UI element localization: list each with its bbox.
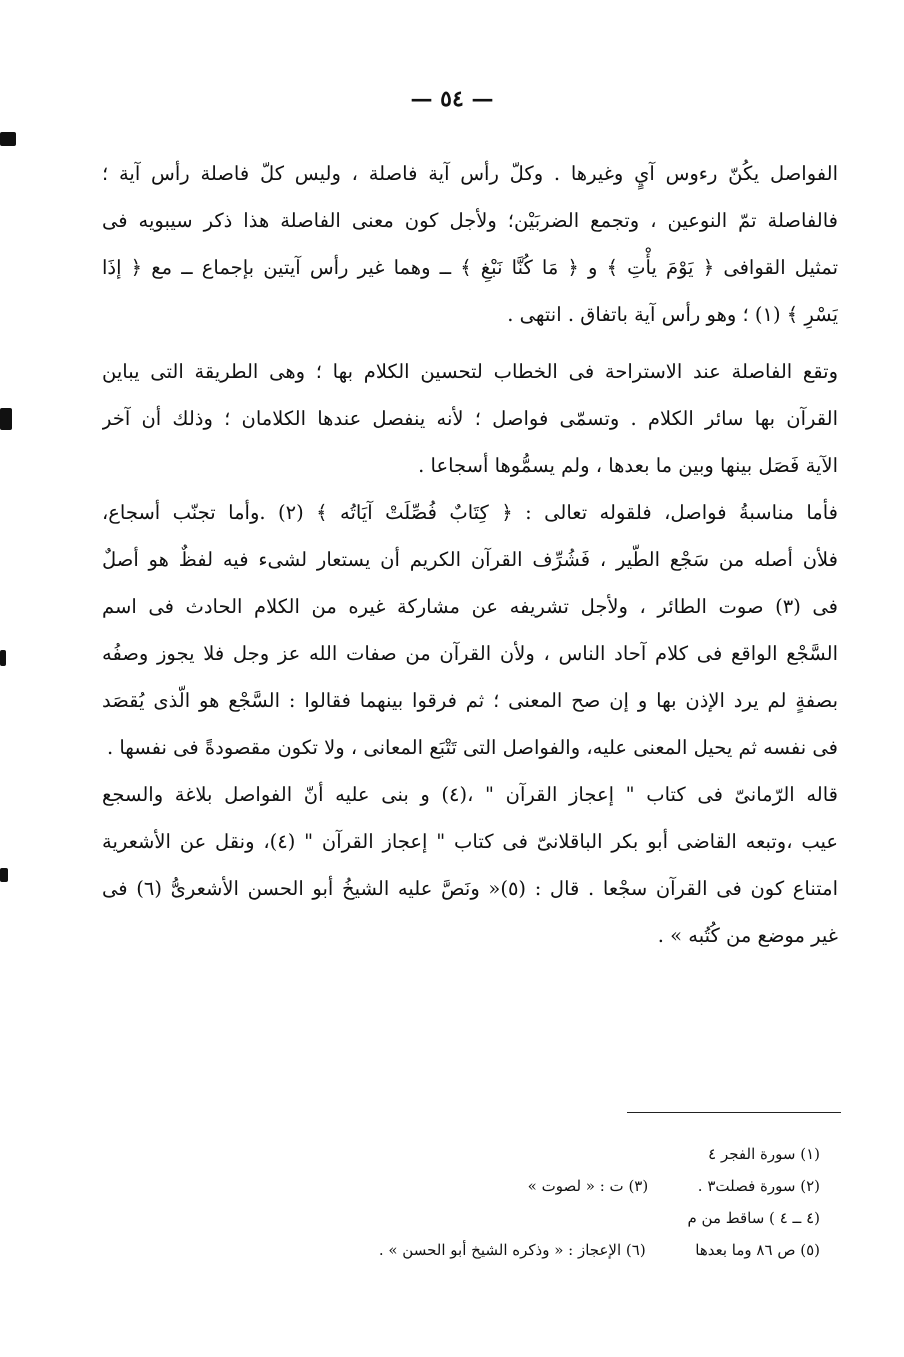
text-line: القرآن بها سائر الكلام . وتسمّى فواصل ؛ لأنه ينفصل عندها الكلامان ؛ وذلك أن آخر xyxy=(102,407,838,430)
footnote-6: (٦) الإعجاز : « وذكره الشيخ أبو الحسن » . xyxy=(378,1241,646,1259)
footnote-rule xyxy=(627,1112,841,1113)
text-line: وتقع الفاصلة عند الاستراحة فى الخطاب لتحسين الكلام بها ؛ وهى الطريقة التى يباين xyxy=(102,360,838,383)
text-line: عيب ،وتبعه القاضى أبو بكر الباقلانىّ فى كتاب " إعجاز القرآن " (٤)، ونقل عن الأشعرية xyxy=(102,830,838,853)
paragraph-2 xyxy=(102,348,838,489)
text-line: بصفةٍ لم يرد الإذن بها و إن صح المعنى ؛ ثم فرقوا بينهما فقالوا : السَّجْع هو الّذى يُقصَد xyxy=(102,689,838,712)
footnotes xyxy=(250,1138,820,1266)
footnote-line xyxy=(250,1202,820,1234)
footnote-2: (٢) سورة فصلت٣ . xyxy=(697,1177,820,1195)
text-line: فى (٣) صوت الطائر ، ولأجل تشريفه عن مشاركة غيره من الكلام الحادث فى اسم xyxy=(102,595,838,618)
footnote-1: (١) سورة الفجر ٤ xyxy=(708,1145,820,1163)
footnote-5: (٥) ص ٨٦ وما بعدها xyxy=(695,1241,820,1259)
text-line: امتناع كون فى القرآن سجْعا . قال : (٥)« ونَصَّ عليه الشيخُ أبو الحسن الأشعرىُّ (٦) فى xyxy=(102,877,838,900)
paragraph-4 xyxy=(102,771,838,959)
text-line: الفواصل يكُنّ رءوس آيٍ وغيرها . وكلّ رأس آية فاصلة ، وليس كلّ فاصلة رأس آية ؛ xyxy=(102,162,838,185)
paragraph-1 xyxy=(102,150,838,338)
text-line: السَّجْع الواقع فى كلام آحاد الناس ، ولأن القرآن من صفات الله عز وجل فلا يجوز وصفُه xyxy=(102,642,838,665)
body-text xyxy=(102,150,838,959)
text-line: يَسْرِ ﴾ (١) ؛ وهو رأس آية باتفاق . انتهى . xyxy=(507,303,838,326)
footnote-line xyxy=(250,1170,820,1202)
scan-edge-mark xyxy=(0,868,8,882)
text-line: فى نفسه ثم يحيل المعنى عليه، والفواصل التى تَتْبَع المعانى ، ولا تكون مقصودةً فى نفسها . xyxy=(106,736,838,759)
text-line: الآية فَصَل بينها وبين ما بعدها ، ولم يسمُّوها أسجاعا . xyxy=(418,454,838,477)
text-line: فالفاصلة تمّ النوعين ، وتجمع الضربَيْن؛ ولأجل كون معنى الفاصلة هذا ذكر سيبويه فى xyxy=(102,209,838,232)
scan-edge-mark xyxy=(0,650,6,666)
paragraph-gap xyxy=(102,338,838,348)
footnote-line xyxy=(250,1138,820,1170)
text-line: فلأن أصله من سَجْع الطّير ، فَشُرِّف القرآن الكريم أن يستعار لشىء فيه لفظٌ هو أصلٌ xyxy=(102,548,838,571)
page-number: — ٥٤ — xyxy=(410,86,494,112)
scan-edge-mark xyxy=(0,132,16,146)
footnote-3: (٣) ت : « لصوت » xyxy=(527,1177,649,1195)
paragraph-3 xyxy=(102,489,838,771)
footnote-4: (٤ ــ ٤ ) ساقط من م xyxy=(687,1209,820,1227)
scan-edge-mark xyxy=(0,408,12,430)
text-line: تمثيل القوافى ﴿ يَوْمَ يأْتِ ﴾ و ﴿ مَا كُنَّا نَبْغِ ﴾ ــ وهما غير رأس آيتين بإجماع ــ مع ﴿ إذَا xyxy=(102,256,838,279)
text-line: قاله الرّمانىّ فى كتاب " إعجاز القرآن " ،(٤) و بنى عليه أنّ الفواصل بلاغة والسجع xyxy=(102,783,838,806)
footnote-line xyxy=(250,1234,820,1266)
text-line: فأما مناسبةُ فواصل، فلقوله تعالى : ﴿ كِتَابٌ فُصِّلَتْ آيَاتُه ﴾ (٢) .وأما تجنّب أسجاع، xyxy=(102,501,838,524)
text-line: غير موضع من كُتُبه » . xyxy=(657,924,838,947)
